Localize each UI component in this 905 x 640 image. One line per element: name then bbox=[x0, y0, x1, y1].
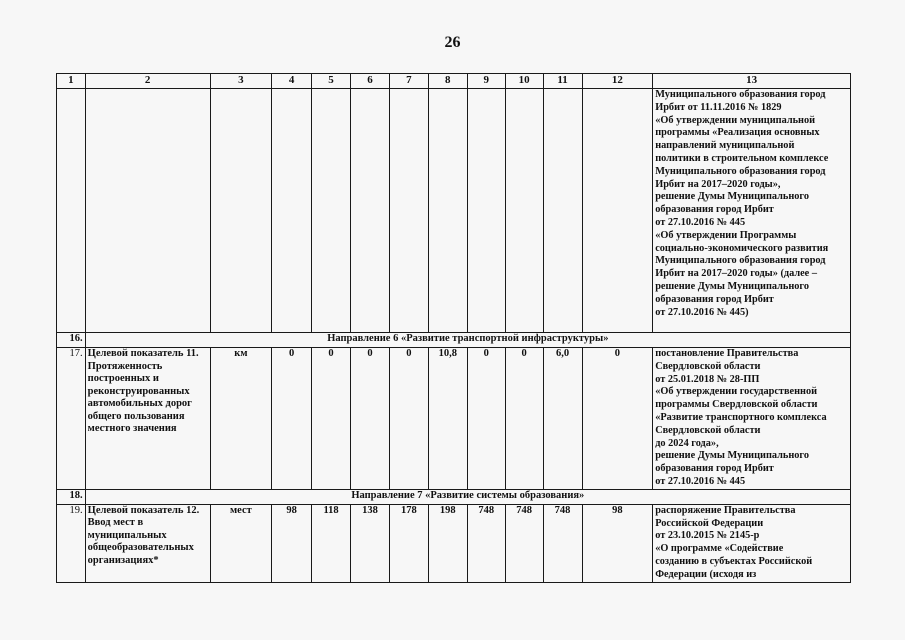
basis-line: созданию в субъектах Российской bbox=[655, 555, 813, 567]
basis-line: Муниципального образования город bbox=[655, 255, 826, 267]
col-header-3: 3 bbox=[210, 74, 271, 89]
basis-cell bbox=[653, 348, 851, 490]
basis-line: Свердловской области bbox=[655, 360, 761, 372]
value-cell: 0 bbox=[389, 348, 428, 490]
basis-line: направлений муниципальной bbox=[655, 140, 795, 152]
basis-line: от 27.10.2016 № 445) bbox=[655, 306, 749, 318]
value-cell: 138 bbox=[351, 504, 390, 582]
indicator-row-17 bbox=[57, 348, 851, 490]
col-header-11: 11 bbox=[543, 74, 582, 89]
basis-line: Федерации (исходя из bbox=[655, 568, 757, 580]
basis-line: Ирбит от 11.11.2016 № 1829 bbox=[655, 101, 782, 113]
indicator-line: общеобразовательных bbox=[87, 542, 194, 554]
indicator-line: местного значения bbox=[87, 423, 177, 434]
indicator-line: Ввод мест в bbox=[87, 517, 144, 529]
section-row-16 bbox=[57, 333, 851, 348]
row-number: 18. bbox=[57, 489, 86, 504]
continuation-basis-cell bbox=[653, 89, 851, 333]
section-title: Направление 7 «Развитие системы образования» bbox=[85, 489, 850, 504]
basis-line: «Об утверждении Программы bbox=[655, 229, 797, 241]
basis-line: Муниципального образования город bbox=[655, 165, 826, 177]
basis-line: решение Думы Муниципального bbox=[655, 191, 809, 203]
indicators-table bbox=[56, 73, 851, 583]
col-header-2: 2 bbox=[85, 74, 210, 89]
basis-line: образования город Ирбит bbox=[655, 463, 774, 475]
value-cell: 0 bbox=[312, 348, 351, 490]
basis-line: Муниципального образования город bbox=[655, 89, 826, 100]
basis-line: от 27.10.2016 № 445 bbox=[655, 475, 746, 487]
basis-line: от 23.10.2015 № 2145-р bbox=[655, 530, 760, 542]
col-header-12: 12 bbox=[582, 74, 653, 89]
indicator-line: муниципальных bbox=[87, 529, 167, 541]
indicator-line: реконструированных bbox=[87, 385, 190, 397]
basis-line: Российской Федерации bbox=[655, 517, 764, 529]
basis-line: до 2024 года», bbox=[655, 437, 719, 449]
col-header-6: 6 bbox=[351, 74, 390, 89]
indicator-name-cell bbox=[85, 504, 210, 582]
indicator-line: автомобильных дорог bbox=[87, 398, 192, 409]
row-number: 16. bbox=[57, 333, 86, 348]
value-cell: 178 bbox=[389, 504, 428, 582]
basis-line: от 27.10.2016 № 445 bbox=[655, 216, 746, 228]
value-cell: 0 bbox=[582, 348, 653, 490]
basis-line: «Об утверждении государственной bbox=[655, 386, 818, 398]
value-cell: 0 bbox=[351, 348, 390, 490]
col-header-10: 10 bbox=[505, 74, 543, 89]
value-cell: 0 bbox=[467, 348, 505, 490]
basis-line: Свердловской области bbox=[655, 424, 761, 436]
basis-line: «О программе «Содействие bbox=[655, 543, 784, 555]
basis-line: решение Думы Муниципального bbox=[655, 450, 809, 462]
value-cell: 748 bbox=[467, 504, 505, 582]
section-title: Направление 6 «Развитие транспортной инфраструктуры» bbox=[85, 333, 850, 348]
indicator-line: Протяженность bbox=[87, 360, 163, 372]
basis-line: распоряжение Правительства bbox=[655, 504, 796, 516]
indicator-row-19 bbox=[57, 504, 851, 582]
basis-line: политики в строительном комплексе bbox=[655, 152, 829, 164]
basis-line: Ирбит на 2017–2020 годы», bbox=[655, 178, 781, 190]
row-number: 17. bbox=[57, 348, 86, 490]
indicator-line: Целевой показатель 12. bbox=[87, 504, 200, 516]
value-cell: 748 bbox=[543, 504, 582, 582]
col-header-13: 13 bbox=[653, 74, 851, 89]
indicator-line: организациях* bbox=[87, 554, 159, 566]
unit-cell: мест bbox=[210, 504, 271, 582]
value-cell: 10,8 bbox=[428, 348, 467, 490]
value-cell: 98 bbox=[582, 504, 653, 582]
value-cell: 748 bbox=[505, 504, 543, 582]
indicator-line: Целевой показатель 11. bbox=[87, 348, 199, 359]
indicator-name-cell bbox=[85, 348, 210, 490]
basis-line: программы «Реализация основных bbox=[655, 127, 820, 139]
value-cell: 198 bbox=[428, 504, 467, 582]
basis-line: социально-экономического развития bbox=[655, 242, 829, 254]
column-number-header bbox=[57, 74, 851, 89]
basis-line: от 25.01.2018 № 28-ПП bbox=[655, 373, 760, 385]
page-number: 26 bbox=[444, 34, 461, 51]
basis-line: решение Думы Муниципального bbox=[655, 280, 809, 292]
value-cell: 118 bbox=[312, 504, 351, 582]
basis-line: «Развитие транспортного комплекса bbox=[655, 411, 827, 423]
basis-cell bbox=[653, 504, 851, 582]
value-cell: 98 bbox=[272, 504, 312, 582]
value-cell: 6,0 bbox=[543, 348, 582, 490]
basis-line: постановление Правительства bbox=[655, 348, 799, 359]
value-cell: 0 bbox=[505, 348, 543, 490]
indicator-line: построенных и bbox=[87, 373, 159, 384]
unit-cell: км bbox=[210, 348, 271, 490]
col-header-9: 9 bbox=[467, 74, 505, 89]
indicator-line: общего пользования bbox=[87, 410, 185, 422]
continuation-row bbox=[57, 89, 851, 333]
col-header-4: 4 bbox=[272, 74, 312, 89]
basis-line: программы Свердловской области bbox=[655, 399, 818, 411]
basis-line: образования город Ирбит bbox=[655, 293, 774, 305]
value-cell: 0 bbox=[272, 348, 312, 490]
basis-line: образования город Ирбит bbox=[655, 204, 774, 216]
row-number: 19. bbox=[57, 504, 86, 582]
section-row-18 bbox=[57, 489, 851, 504]
basis-line: «Об утверждении муниципальной bbox=[655, 114, 816, 126]
col-header-7: 7 bbox=[389, 74, 428, 89]
col-header-8: 8 bbox=[428, 74, 467, 89]
col-header-5: 5 bbox=[312, 74, 351, 89]
col-header-1: 1 bbox=[57, 74, 86, 89]
basis-line: Ирбит на 2017–2020 годы» (далее – bbox=[655, 268, 817, 280]
